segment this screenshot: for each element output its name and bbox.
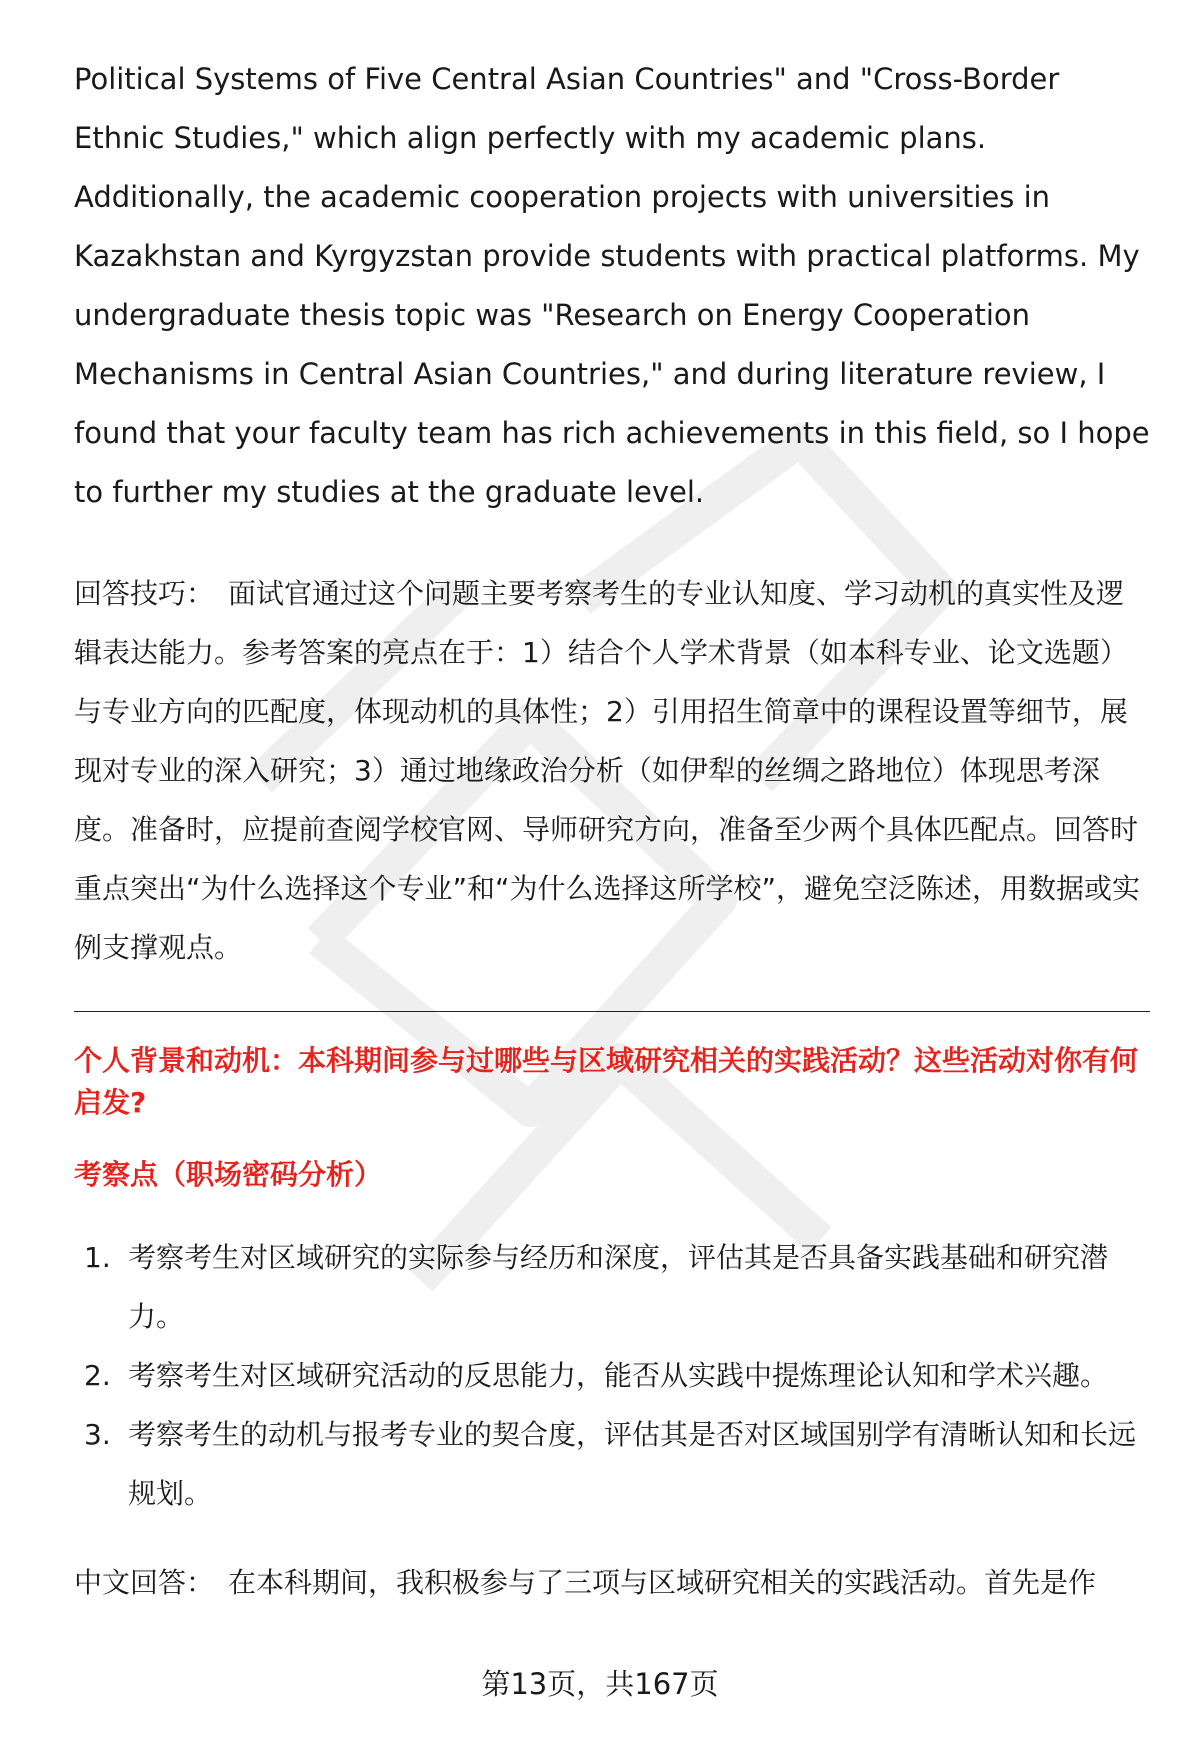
answer-tip-label: 回答技巧： — [74, 577, 215, 610]
interview-question: 个人背景和动机：本科期间参与过哪些与区域研究相关的实践活动？这些活动对你有何启发? — [74, 1044, 1139, 1119]
assessment-point — [74, 1346, 1150, 1405]
chinese-answer-label: 中文回答： — [74, 1566, 215, 1599]
assessment-point-text: 考察考生的动机与报考专业的契合度，评估其是否对区域国别学有清晰认知和长远规划。 — [128, 1418, 1137, 1510]
assessment-point-number: 2. — [84, 1359, 111, 1392]
section-divider — [74, 1011, 1150, 1012]
page-number-footer: 第13页，共167页 — [481, 1667, 719, 1701]
page-content — [74, 50, 1150, 1612]
chinese-answer-text: 在本科期间，我积极参与了三项与区域研究相关的实践活动。首先是作 — [228, 1566, 1097, 1599]
assessment-point — [74, 1228, 1150, 1346]
answer-tip-text: 面试官通过这个问题主要考察考生的专业认知度、学习动机的真实性及逻辑表达能力。参考答案的亮点在于：1）结合个人学术背景（如本科专业、论文选题）与专业方向的匹配度，体现动机的具体性；2）引用招生简章中的课程设置等细节，展现对专业的深入研究；3）通过地缘政治分析（如伊犁的丝绸之路地位）体现思考深度。准备时，应提前查阅学校官网、导师研究方向，准备至少两个具体匹配点。回答时重点突出“为什么选择这个专业”和“为什么选择这所学校”，避免空泛陈述，用数据或实例支撑观点。 — [74, 577, 1141, 964]
assessment-point-text: 考察考生对区域研究的实际参与经历和深度，评估其是否具备实践基础和研究潜力。 — [128, 1241, 1109, 1333]
assessment-points-heading: 考察点（职场密码分析） — [74, 1158, 383, 1191]
answer-tip-paragraph — [74, 564, 1150, 977]
english-answer-paragraph: Political Systems of Five Central Asian Countries" and "Cross-Border Ethnic Studies," which align perfectly with my academic plans. Additionally, the academic cooperation projects with universities in Kazakhstan and Kyrgyzstan provide students with practical platforms. My undergraduate thesis topic was "Research on Energy Cooperation Mechanisms in Central Asian Countries," and during literature review, I found that your faculty team has rich achievements in this field, so I hope to further my studies at the graduate level. — [74, 62, 1150, 509]
assessment-point-number: 3. — [84, 1418, 111, 1451]
chinese-answer-paragraph — [74, 1553, 1150, 1612]
assessment-points-list — [74, 1228, 1150, 1523]
assessment-point-number: 1. — [84, 1241, 111, 1274]
assessment-point-text: 考察考生对区域研究活动的反思能力，能否从实践中提炼理论认知和学术兴趣。 — [128, 1359, 1109, 1392]
assessment-point — [74, 1405, 1150, 1523]
